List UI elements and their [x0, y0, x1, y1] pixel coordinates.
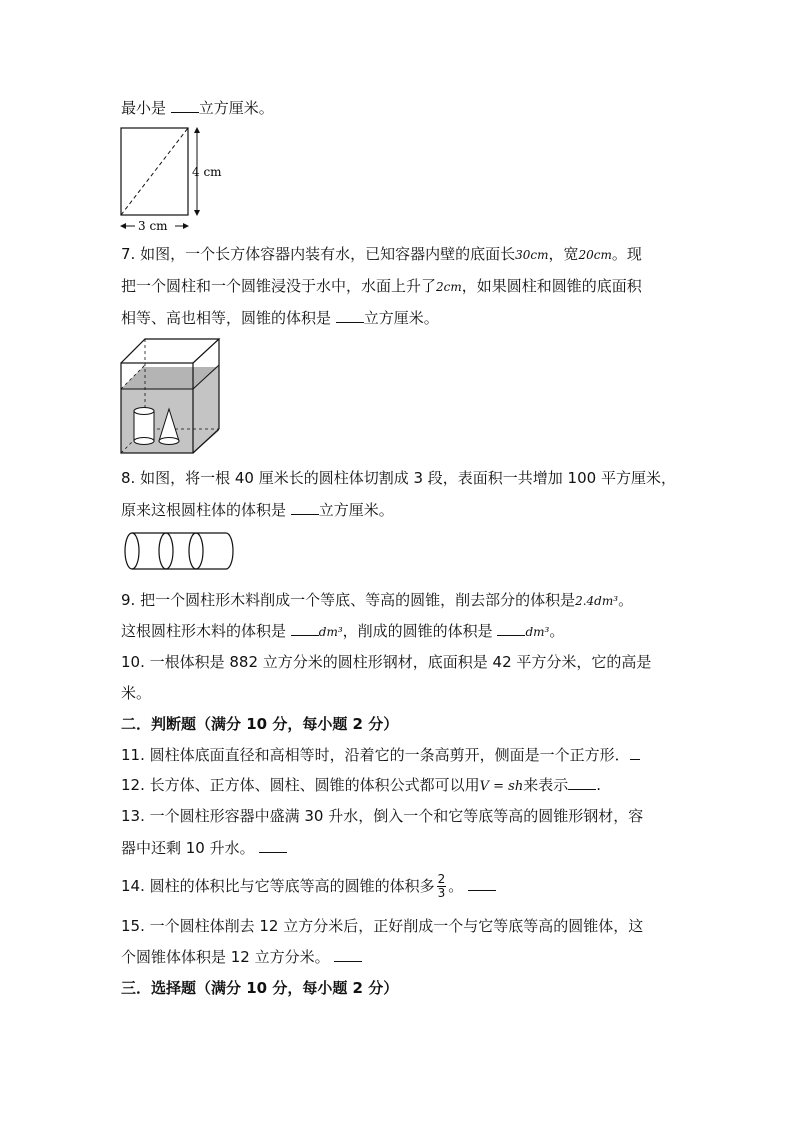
- q7-width-value: 20cm: [578, 248, 612, 262]
- q9-text: 。: [618, 591, 634, 609]
- q7-container-figure: [119, 337, 223, 457]
- q7-text: 相等、高也相等，圆锥的体积是: [121, 309, 336, 327]
- q13-line1: 13. 一个圆柱形容器中盛满 30 升水，倒入一个和它等底等高的圆锥形钢材，容: [121, 807, 644, 825]
- q7-cylinder: [134, 408, 154, 445]
- q8-cut-2: [189, 533, 203, 569]
- q10-line1: 10. 一根体积是 882 立方分米的圆柱形钢材，底面积是 42 平方分米，它的高是: [121, 653, 652, 671]
- q9-cut-volume: 2.4dm³: [575, 594, 619, 608]
- q12-text: 12. 长方体、正方体、圆柱、圆锥的体积公式都可以用: [121, 776, 480, 794]
- q15-answer-blank[interactable]: [334, 947, 362, 962]
- q6-text: 最小是: [121, 99, 171, 117]
- q14-fraction: [437, 873, 447, 900]
- q8-line2: [121, 500, 394, 520]
- q12-formula: V = sh: [479, 779, 524, 794]
- q15-line1: 15. 一个圆柱体削去 12 立方分米后，正好削成一个与它等底等高的圆锥体，这: [121, 917, 644, 935]
- q9-answer-blank-2[interactable]: [497, 621, 525, 636]
- q12-answer-blank[interactable]: [568, 775, 596, 790]
- q7-text: 7. 如图，一个长方体容器内装有水，已知容器内壁的底面长: [121, 245, 516, 263]
- q6-width-label: 3 cm: [138, 219, 168, 233]
- q7-text: ，宽: [548, 245, 579, 263]
- q14-text: 。: [448, 877, 464, 895]
- q7-line3: [121, 308, 439, 328]
- q8-answer-blank[interactable]: [291, 500, 319, 515]
- q7-line2: [121, 276, 642, 297]
- section2-heading: 二．判断题（满分 10 分，每小题 2 分）: [121, 715, 399, 733]
- q7-text: 把一个圆柱和一个圆锥浸没于水中，水面上升了: [121, 277, 437, 295]
- q14-fraction-denominator: 3: [437, 886, 446, 900]
- q8-cut-1: [159, 533, 173, 569]
- q9-line2: [121, 621, 564, 642]
- q6-unit-text: 立方厘米。: [198, 99, 274, 117]
- q13-line2: [121, 838, 287, 858]
- q6-tail-line: [121, 98, 274, 118]
- q13-answer-blank[interactable]: [259, 838, 287, 853]
- q9-line1: [121, 590, 633, 611]
- q7-text: 。现: [611, 245, 642, 263]
- q9-unit: dm³: [525, 625, 550, 639]
- q6-height-label: 4 cm: [192, 165, 222, 179]
- q11-line: [121, 745, 640, 765]
- q12-text: 来表示: [523, 776, 569, 794]
- q7-length-value: 30cm: [515, 248, 549, 262]
- q14-text: 14. 圆柱的体积比与它等底等高的圆锥的体积多: [121, 877, 435, 895]
- q14-answer-blank[interactable]: [468, 876, 496, 891]
- q15-line2: [121, 947, 362, 967]
- q12-line: [121, 775, 601, 797]
- q7-rise-value: 2cm: [436, 280, 462, 294]
- section3-heading: 三．选择题（满分 10 分，每小题 2 分）: [121, 979, 399, 997]
- q9-answer-blank-1[interactable]: [291, 621, 319, 636]
- q9-unit: dm³: [318, 625, 343, 639]
- q11-answer-blank[interactable]: [630, 745, 640, 760]
- q9-text: 。: [549, 622, 565, 640]
- q8-text: 原来这根圆柱体的体积是: [121, 501, 291, 519]
- q10-line2: 米。: [121, 684, 152, 702]
- q8-cylinder-figure: [122, 530, 236, 574]
- q6-answer-blank[interactable]: [171, 98, 199, 113]
- q13-text: 器中还剩 10 升水。: [121, 839, 255, 857]
- q12-text: .: [596, 776, 602, 794]
- q9-text: 9. 把一个圆柱形木料削成一个等底、等高的圆锥，削去部分的体积是: [121, 591, 576, 609]
- q6-diagonal: [121, 128, 188, 215]
- q8-unit-text: 立方厘米。: [318, 501, 394, 519]
- q14-fraction-numerator: 2: [437, 872, 446, 886]
- q11-text: 11. 圆柱体底面直径和高相等时，沿着它的一条高剪开，侧面是一个正方形．: [121, 746, 630, 764]
- q9-text: 这根圆柱形木料的体积是: [121, 622, 291, 640]
- q7-line1: [121, 244, 642, 265]
- q7-answer-blank[interactable]: [336, 308, 364, 323]
- q7-unit-text: 立方厘米。: [363, 309, 439, 327]
- q8-line1: 8. 如图，将一根 40 厘米长的圆柱体切割成 3 段，表面积一共增加 100 平方厘米，: [121, 469, 676, 487]
- q7-text: ，如果圆柱和圆锥的底面积: [461, 277, 642, 295]
- q6-rectangle-figure: [115, 122, 225, 237]
- q9-text: ，削成的圆锥的体积是: [342, 622, 498, 640]
- q14-line: [121, 873, 496, 900]
- q15-text: 个圆锥体体积是 12 立方分米。: [121, 948, 330, 966]
